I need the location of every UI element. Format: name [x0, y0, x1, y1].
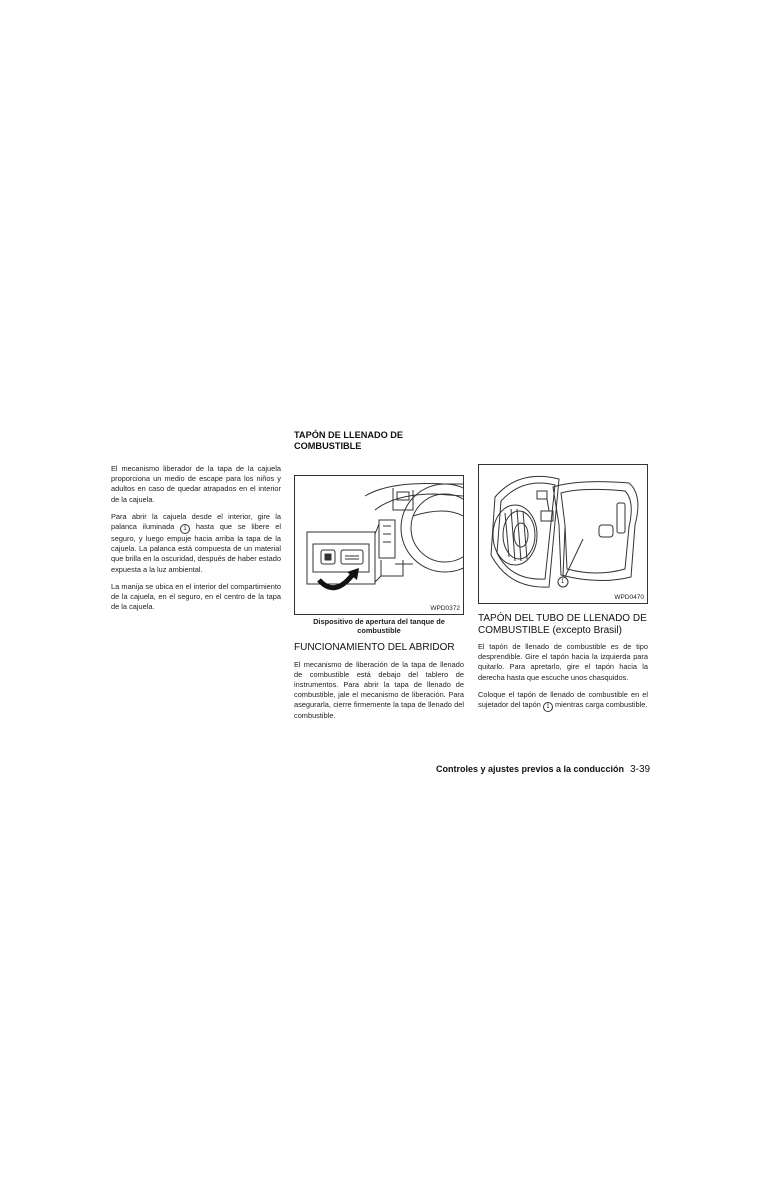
fuel-door-opener-illustration	[295, 476, 463, 614]
fuel-cap-p2-text-b: mientras carga combustible.	[555, 700, 648, 710]
callout-1-marker: 1	[180, 524, 190, 534]
fuel-cap-paragraph-2	[478, 690, 648, 712]
fuel-cap-figure	[478, 464, 648, 604]
middle-column	[294, 430, 464, 728]
opener-subheading: FUNCIONAMIENTO DEL ABRIDOR	[294, 642, 455, 653]
fuel-cap-subheading-qualifier: (excepto Brasil)	[552, 624, 622, 636]
figure-caption: Dispositivo de apertura del tanque de combustible	[313, 617, 445, 635]
opener-paragraph: El mecanismo de liberación de la tapa de llenado de combustible está debajo del tablero de instrumentos. Para abrir la tapa de llenado de combustible, jale el mecanismo de liberación. Para asegurarla, cierre firmemente la tapa de llenado del combustible.	[294, 659, 464, 720]
trunk-release-paragraph-3: La manija se ubica en el interior del compartimiento de la cajuela, en el seguro, en el centro de la tapa de la cajuela.	[111, 581, 281, 612]
figure-code: WPD0470	[614, 594, 644, 601]
trunk-release-paragraph-2	[111, 512, 281, 575]
trunk-release-p2-text-a: Para abrir la cajuela desde el interior, gire la palanca iluminada	[111, 511, 281, 532]
trunk-release-paragraph-1: El mecanismo liberador de la tapa de la cajuela proporciona un medio de escape para los niños y adultos en caso de quedar atrapados en el interior de la cajuela.	[111, 464, 281, 504]
figure-callout-1: 1	[561, 579, 565, 585]
right-column	[478, 464, 648, 719]
left-column	[111, 464, 281, 619]
fuel-cap-p2-text-a: Coloque el tapón de llenado de combustible en el sujetador del tapón	[478, 689, 648, 710]
page-number: 3-39	[630, 764, 651, 775]
trunk-release-p2-text-b: hasta que se libere el seguro, y luego empuje hacia arriba la tapa de la cajuela. La palanca está compuesta de un material que brilla en la oscuridad, después de haber estado expuesta a la luz ambiental.	[111, 522, 281, 574]
fuel-door-opener-figure	[294, 475, 464, 615]
fuel-cap-subheading	[478, 613, 648, 636]
page-footer	[436, 763, 650, 776]
fuel-cap-paragraph-1: El tapón de llenado de combustible es de tipo desprendible. Gire el tapón hacia la izquierda para quitarlo. Para apretarlo, gire el tapón hacia la derecha hasta que escuche unos chasquidos.	[478, 642, 648, 682]
fuel-cap-subheading-main: TAPÓN DEL TUBO DE LLENADO DE COMBUSTIBLE	[478, 613, 647, 636]
figure-code: WPD0372	[430, 605, 460, 612]
callout-1-marker: 1	[543, 702, 553, 712]
footer-section-title: Controles y ajustes previos a la conducción	[436, 764, 625, 774]
section-title: TAPÓN DE LLENADO DE COMBUSTIBLE	[294, 430, 404, 451]
